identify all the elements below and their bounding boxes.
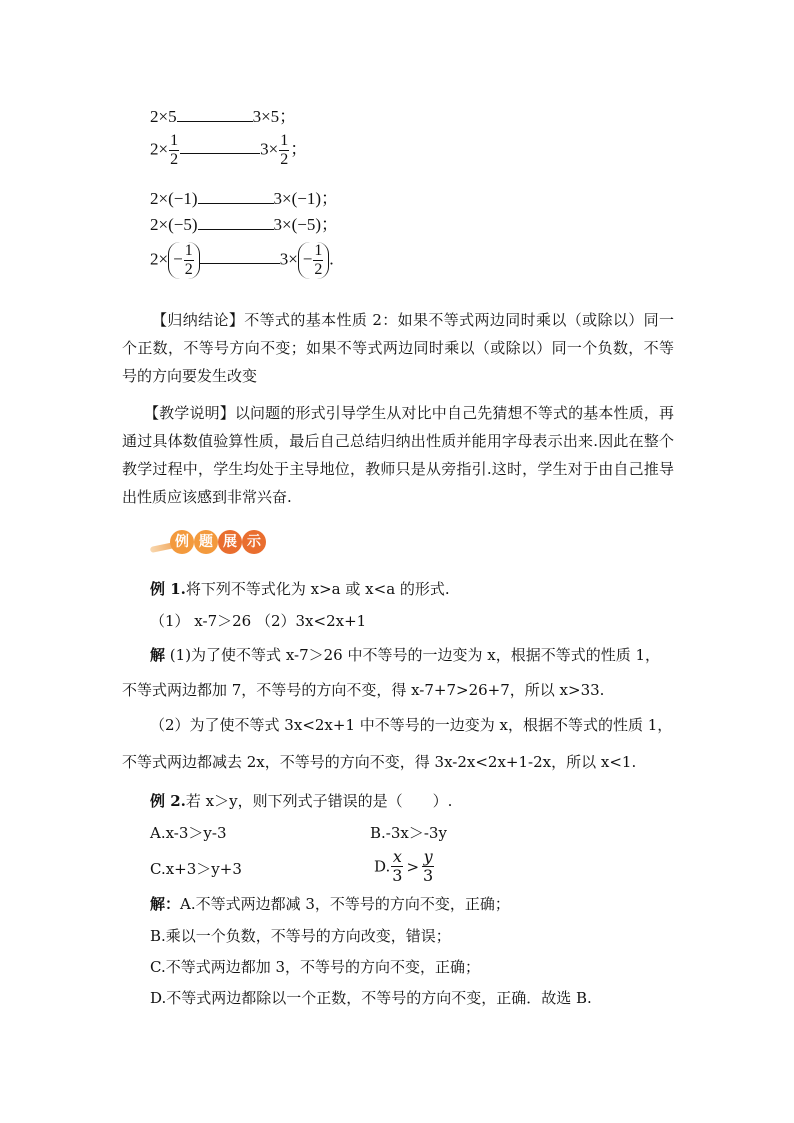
badge-char: 展 <box>218 530 242 554</box>
expr-left: 2×(−1) <box>150 189 198 208</box>
expr-right: 3×5； <box>252 107 297 126</box>
comparison-row-1 <box>150 106 296 128</box>
answer-blank <box>177 107 253 122</box>
fraction: $\frac{x}{3}$ <box>392 847 403 885</box>
example1-solution-2b: 不等式两边都减去 2x，不等号的方向不变，得 3x-2x<2x+1-2x，所以 x<1. <box>122 753 637 771</box>
comparison-row-2: 2× $\frac{1}{2}$ 3× $\frac{1}{2}$ ； <box>150 132 308 168</box>
example1-solution-1b: 不等式两边都加 7，不等号的方向不变，得 x-7+7>26+7，所以 x>33. <box>122 681 605 699</box>
option-b: B.-3x＞-3y <box>370 824 447 842</box>
answer-blank <box>180 139 260 154</box>
example2-solution-d: D.不等式两边都除以一个正数，不等号的方向不变，正确．故选 B. <box>150 989 592 1007</box>
teaching-text: 以问题的形式引导学生从对比中自己先猜想不等式的基本性质，再通过具体数值验算性质，最后自己总结归纳出性质并能用字母表示出来.因此在整个教学过程中，学生均处于主导地位，教师只是从旁指引.这时，学生对于由自己推导出性质应该感到非常兴奋. <box>122 404 674 506</box>
badge-char: 示 <box>242 530 266 554</box>
option-a: A.x-3＞y-3 <box>150 824 227 842</box>
example2-label: 例 2. <box>150 792 186 810</box>
parenthesis-group: − $\frac{1}{2}$ <box>168 242 200 279</box>
solution-label: 解： <box>150 895 181 913</box>
expr-right: 3× <box>279 249 298 269</box>
solution-label: 解 <box>150 646 166 664</box>
example2-question <box>150 790 452 812</box>
option-c: C.x+3＞y+3 <box>150 860 242 878</box>
parenthesis-group: − $\frac{1}{2}$ <box>298 242 330 279</box>
example2-solution-a: 解：A.不等式两边都减 3，不等号的方向不变，正确； <box>150 895 510 913</box>
badge-char: 例 <box>170 530 194 554</box>
example1-items: （1） x-7＞26 （2）3x<2x+1 <box>150 612 367 630</box>
example2-solution-c: C.不等式两边都加 3，不等号的方向不变，正确； <box>150 958 481 976</box>
example1-solution-2a: （2）为了使不等式 3x<2x+1 中不等号的一边变为 x，根据不等式的性质 1， <box>150 716 673 734</box>
comparison-row-3 <box>150 188 338 210</box>
teaching-note-paragraph <box>122 399 674 511</box>
expr-right: 3×(−1)； <box>273 189 338 208</box>
answer-blank <box>198 215 274 230</box>
example2-prompt: 若 x＞y，则下列式子错误的是（ ）. <box>185 792 453 810</box>
comparison-row-4 <box>150 214 338 236</box>
fraction: $\frac{1}{2}$ <box>170 132 179 168</box>
expr-right: 3× <box>260 139 279 159</box>
answer-blank <box>200 249 280 264</box>
answer-blank <box>198 189 274 204</box>
expr-left: 2×5 <box>150 107 177 126</box>
expr-left: 2× <box>150 249 169 269</box>
conclusion-tag: 【归纳结论】 <box>152 311 245 329</box>
conclusion-paragraph <box>122 306 674 390</box>
expr-left: 2×(−5) <box>150 215 198 234</box>
conclusion-text: 不等式的基本性质 2：如果不等式两边同时乘以（或除以）同一个正数，不等号方向不变；如果不等式两边同时乘以（或除以）同一个负数，不等号的方向要发生改变 <box>122 311 674 385</box>
example1-question <box>150 578 450 600</box>
badge-char: 题 <box>194 530 218 554</box>
example1-prompt: 将下列不等式化为 x>a 或 x<a 的形式. <box>185 580 450 598</box>
example1-label: 例 1. <box>150 580 186 598</box>
example1-solution-1a: 解 (1)为了使不等式 x-7＞26 中不等号的一边变为 x，根据不等式的性质 1， <box>150 646 661 664</box>
teaching-tag: 【教学说明】 <box>144 404 235 422</box>
fraction: $\frac{1}{2}$ <box>280 132 289 168</box>
expr-right: 3×(−5)； <box>273 215 338 234</box>
example2-solution-b: B.乘以一个负数，不等号的方向改变，错误； <box>150 927 451 945</box>
fraction: $\frac{y}{3}$ <box>423 847 434 885</box>
expr-left: 2× <box>150 139 169 159</box>
option-d: D. $\frac{x}{3}$ > $\frac{y}{3}$ <box>374 847 434 885</box>
comparison-row-5: 2× − $\frac{1}{2}$ 3× − $\frac{1}{2}$ . <box>150 242 334 278</box>
